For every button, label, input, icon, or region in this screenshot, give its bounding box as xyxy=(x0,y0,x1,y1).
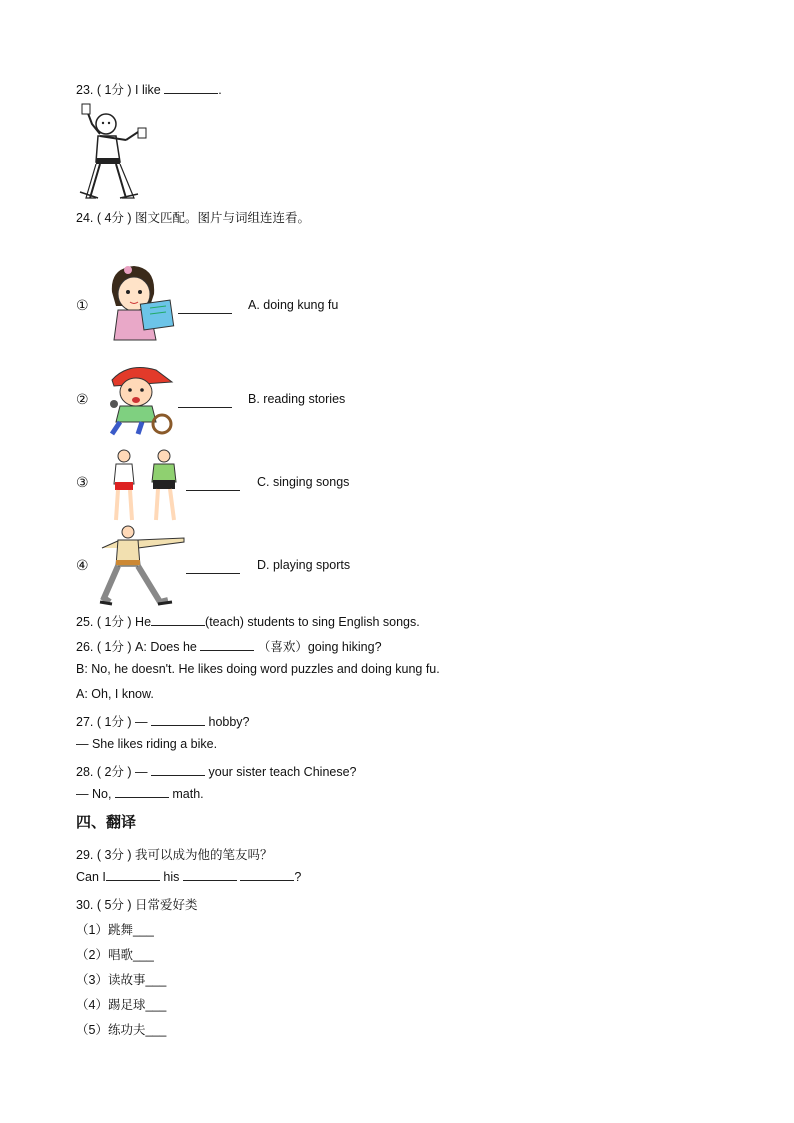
q28-answer-blank-1[interactable] xyxy=(151,774,205,776)
marker-1: ① xyxy=(76,297,89,313)
man-kungfu-image xyxy=(98,524,188,608)
q25-line xyxy=(76,612,420,630)
q23-number: 23. ( 1分 ) xyxy=(76,83,136,97)
q30-item-1: （1）跳舞___ xyxy=(76,923,154,937)
q27-number: 27. ( 1分 ) xyxy=(76,715,136,729)
section-4-title: 四、翻译 xyxy=(76,814,137,831)
q25-before: He xyxy=(135,615,152,629)
q26-line-a1 xyxy=(76,637,382,655)
girl-reading-image xyxy=(98,262,178,344)
q28-line xyxy=(76,762,357,780)
q29-number: 29. ( 3分 ) xyxy=(76,848,136,862)
q24-header: 24. ( 4分 ) 图文匹配。图片与词组连连看。 xyxy=(76,211,311,225)
q30-number: 30. ( 5分 ) xyxy=(76,898,136,912)
q23-answer-blank[interactable] xyxy=(164,92,218,94)
q29-answer-line xyxy=(76,870,301,884)
option-c: C. singing songs xyxy=(257,475,350,489)
marker-2: ② xyxy=(76,391,89,407)
q28-answer-after: math. xyxy=(168,787,204,801)
q29-l2-before: Can I xyxy=(76,870,106,884)
q29-l2-end: ? xyxy=(294,870,302,884)
q23-text-before: I like xyxy=(135,83,165,97)
option-a: A. doing kung fu xyxy=(248,298,339,312)
q29-line xyxy=(76,845,273,863)
match-blank-2[interactable] xyxy=(178,406,232,408)
match-blank-4[interactable] xyxy=(186,572,240,574)
q30-item-3: （3）读故事___ xyxy=(76,973,167,987)
q25-answer-blank[interactable] xyxy=(151,624,205,626)
q29-answer-blank-1[interactable] xyxy=(106,879,160,881)
q29-l2-mid: his xyxy=(159,870,183,884)
q26-line-a2: A: Oh, I know. xyxy=(76,687,154,701)
q30-item-2: （2）唱歌___ xyxy=(76,948,154,962)
boy-singing-image xyxy=(98,360,180,438)
q25-after: (teach) students to sing English songs. xyxy=(205,615,420,629)
match-blank-1[interactable] xyxy=(178,312,232,314)
q29-prompt: 我可以成为他的笔友吗？ xyxy=(135,848,273,862)
marker-4: ④ xyxy=(76,557,89,573)
option-d: D. playing sports xyxy=(257,558,351,572)
q28-answer-before: — No, xyxy=(76,787,115,801)
q27-dash: — xyxy=(135,715,152,729)
q30-item-5: （5）练功夫___ xyxy=(76,1023,167,1037)
q27-line xyxy=(76,712,250,730)
option-b: B. reading stories xyxy=(248,392,346,406)
q28-after: your sister teach Chinese? xyxy=(205,765,357,779)
q26-line-b: B: No, he doesn't. He likes doing word puzzles and doing kung fu. xyxy=(76,662,440,676)
q26-number: 26. ( 1分 ) xyxy=(76,640,136,654)
q27-answer-blank[interactable] xyxy=(151,724,205,726)
marker-3: ③ xyxy=(76,474,89,490)
people-running-image xyxy=(106,446,182,526)
q28-dash: — xyxy=(135,765,152,779)
q29-answer-blank-2[interactable] xyxy=(183,879,237,881)
q27-after: hobby? xyxy=(205,715,250,729)
q28-number: 28. ( 2分 ) xyxy=(76,765,136,779)
q30-title: 日常爱好类 xyxy=(135,898,198,912)
q28-answer-line xyxy=(76,787,204,801)
q26-a1-after: （喜欢）going hiking? xyxy=(254,640,382,654)
q27-answer-line: — She likes riding a bike. xyxy=(76,737,218,751)
match-blank-3[interactable] xyxy=(186,489,240,491)
q23-text-after: . xyxy=(218,83,222,97)
q30-item-4: （4）踢足球___ xyxy=(76,998,167,1012)
q23-line xyxy=(76,80,222,98)
q28-answer-blank-2[interactable] xyxy=(115,796,169,798)
q30-line xyxy=(76,895,198,913)
q29-answer-blank-3[interactable] xyxy=(240,879,294,881)
q26-a1-before: A: Does he xyxy=(135,640,201,654)
q25-number: 25. ( 1分 ) xyxy=(76,615,136,629)
q26-answer-blank[interactable] xyxy=(200,649,254,651)
kungfu-boy-image xyxy=(76,102,150,202)
